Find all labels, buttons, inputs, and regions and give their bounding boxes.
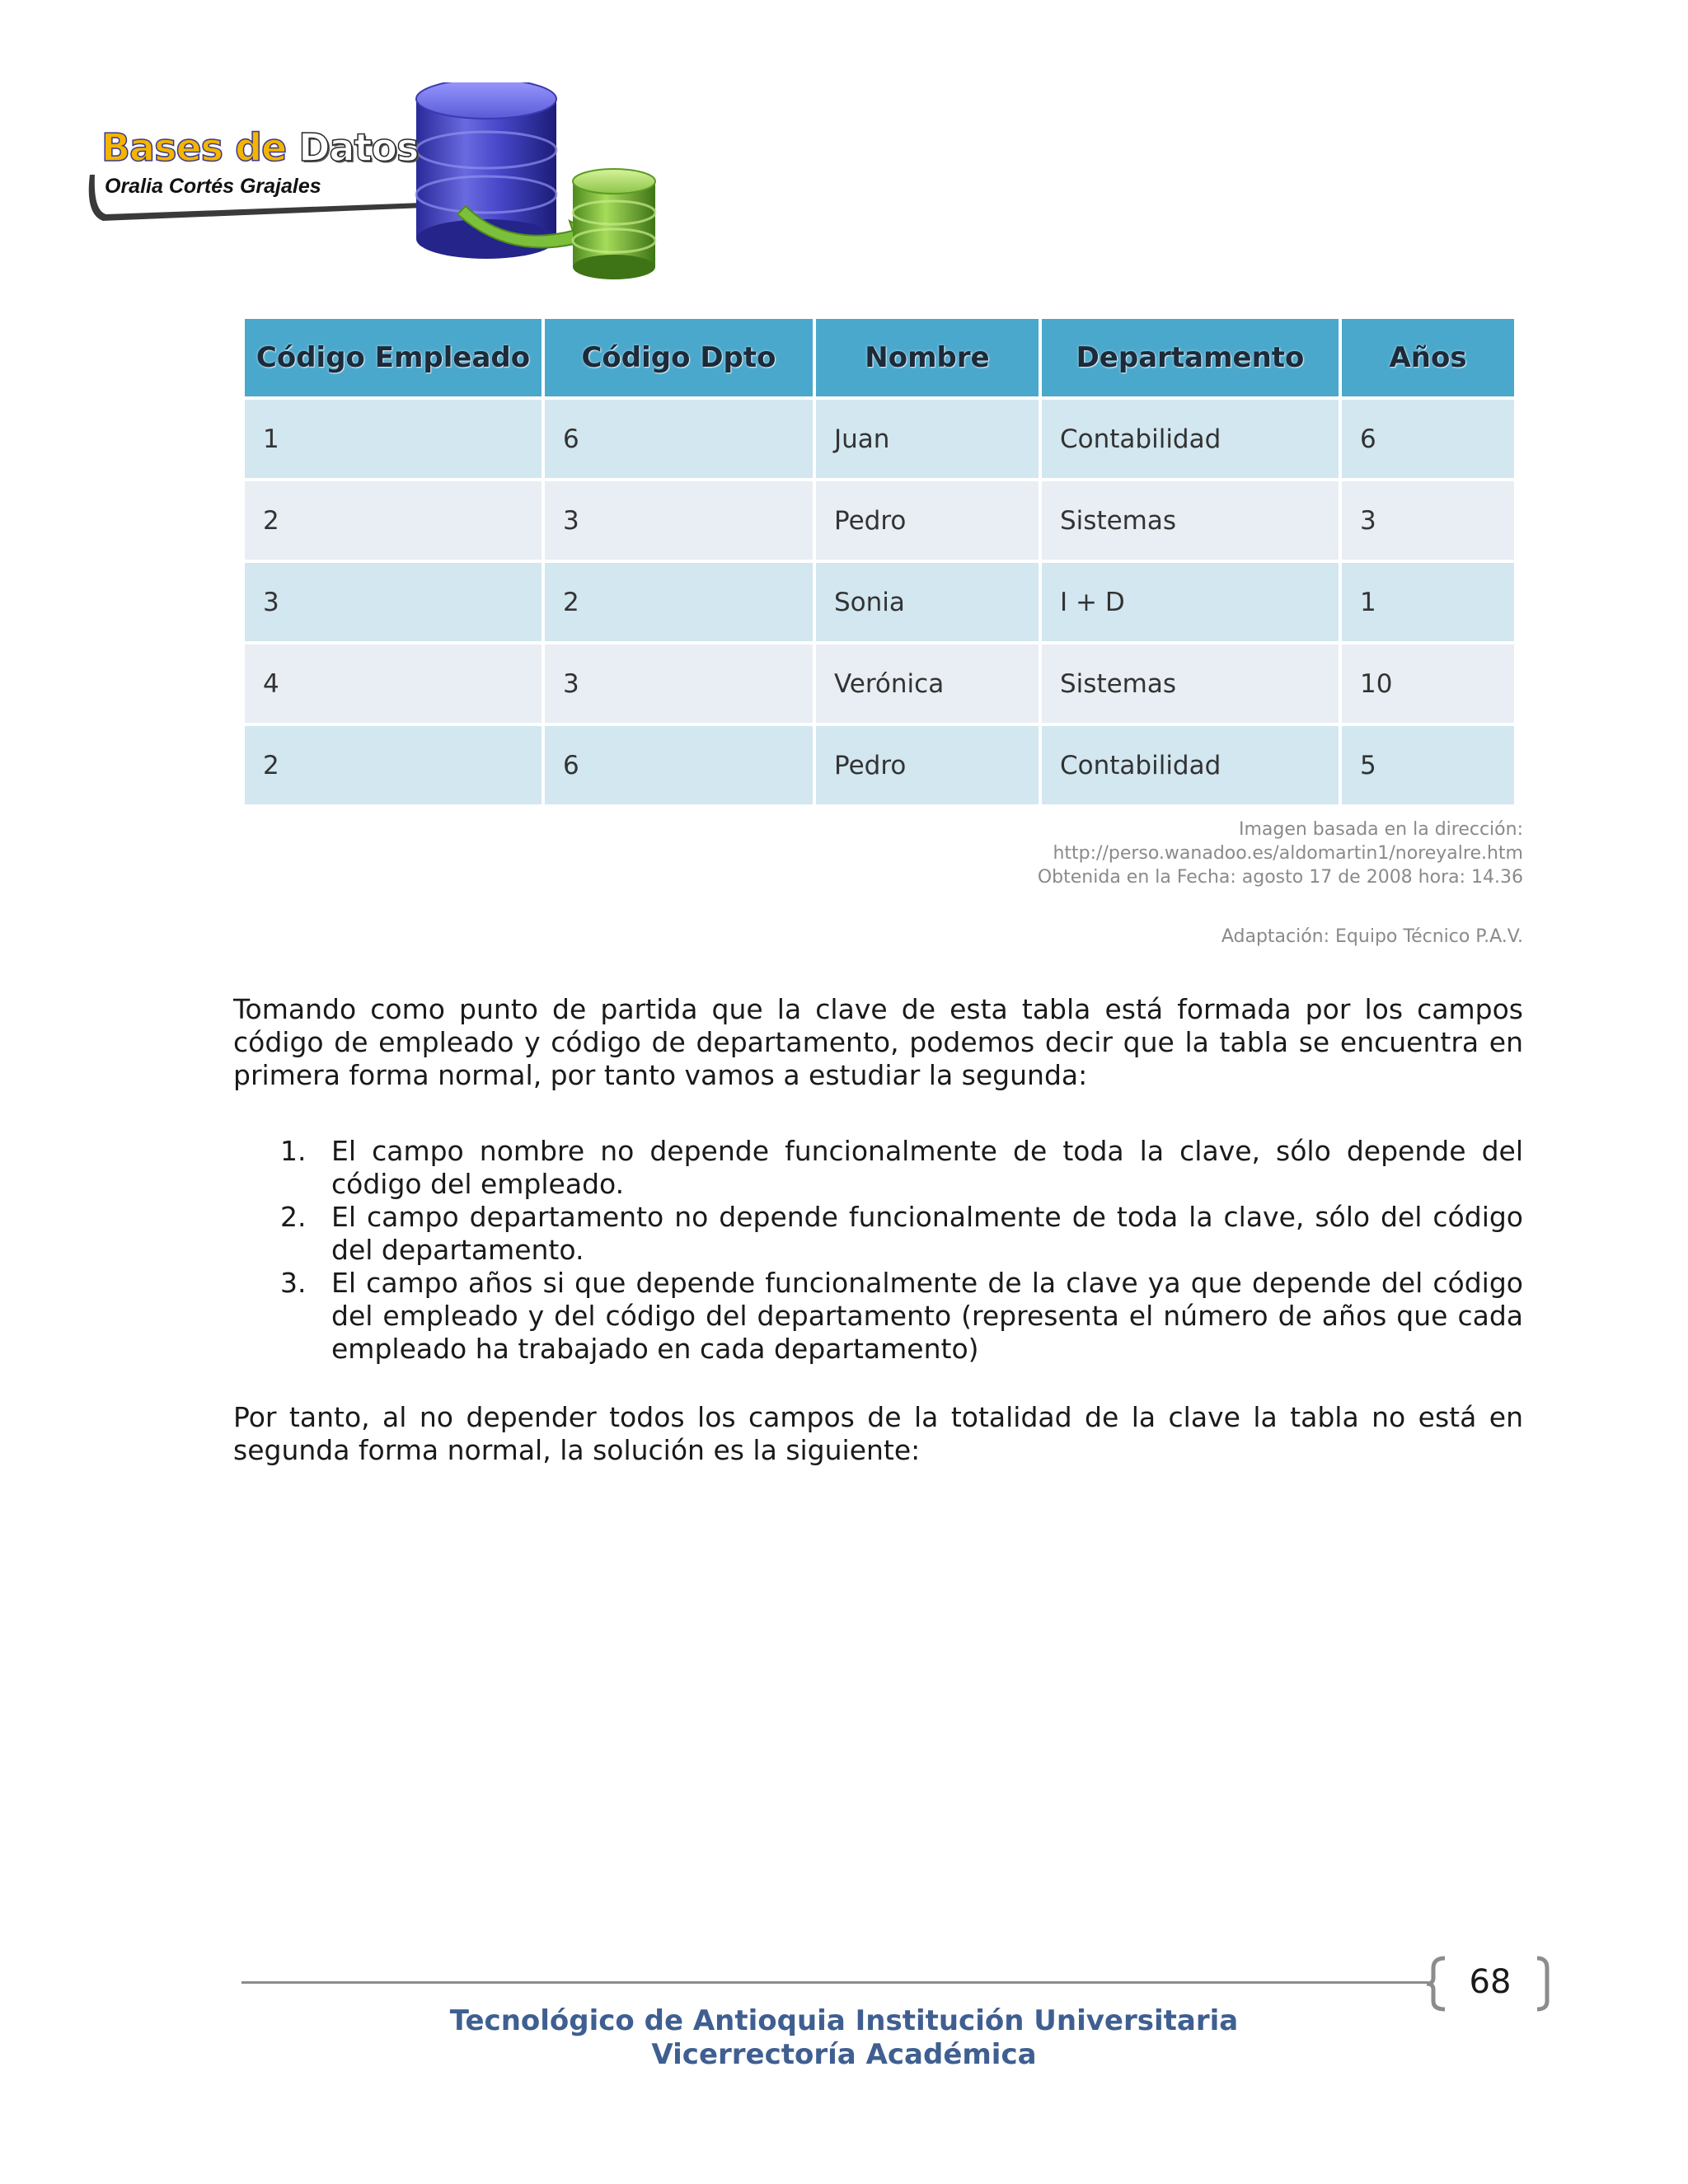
logo-author: Oralia Cortés Grajales [105, 175, 321, 198]
table-cell: 2 [245, 481, 542, 560]
column-header-departamento: Departamento [1042, 319, 1339, 396]
table-cell: 3 [545, 481, 813, 560]
adaptation-credit: Adaptación: Equipo Técnico P.A.V. [1221, 926, 1523, 947]
employee-table [241, 316, 1517, 808]
table-cell: Pedro [816, 481, 1039, 560]
table-cell: 3 [545, 644, 813, 723]
list-item-number: 1. [280, 1135, 307, 1167]
footer-divider [241, 1981, 1428, 1984]
table-cell: Sonia [816, 563, 1039, 641]
table-row [245, 400, 1514, 478]
list-item-text: El campo años si que depende funcionalmente de la clave ya que depende del código del empleado y del código del departamento (representa el número de años que cada empleado ha trabajado en cada departamento) [331, 1267, 1523, 1365]
table-cell: 2 [245, 726, 542, 804]
logo-word-bases: Bases de [101, 125, 287, 170]
page-number: 68 [1469, 1963, 1512, 2001]
caption-source-url: http://perso.wanadoo.es/aldomartin1/noreyalre.htm [1053, 843, 1523, 864]
table-row [245, 481, 1514, 560]
footer-department: Vicerrectoría Académica [651, 2038, 1037, 2071]
dependency-list [280, 1135, 1523, 1366]
list-item-number: 2. [280, 1201, 307, 1233]
table-cell: Contabilidad [1042, 400, 1339, 478]
list-item [280, 1267, 1523, 1366]
table-cell: Sistemas [1042, 644, 1339, 723]
table-cell: 6 [545, 400, 813, 478]
table-cell: I + D [1042, 563, 1339, 641]
list-item [280, 1201, 1523, 1267]
list-item [280, 1135, 1523, 1201]
table-row [245, 644, 1514, 723]
table-row [245, 726, 1514, 804]
table-cell: 6 [1342, 400, 1514, 478]
table-cell: 6 [545, 726, 813, 804]
column-header-codigo-empleado: Código Empleado [245, 319, 542, 396]
column-header-codigo-dpto: Código Dpto [545, 319, 813, 396]
table-cell: Verónica [816, 644, 1039, 723]
caption-date: Obtenida en la Fecha: agosto 17 de 2008 hora: 14.36 [1037, 867, 1523, 888]
table-cell: 3 [1342, 481, 1514, 560]
column-header-nombre: Nombre [816, 319, 1039, 396]
table-cell: 10 [1342, 644, 1514, 723]
table-cell: Contabilidad [1042, 726, 1339, 804]
caption-line-1: Imagen basada en la dirección: [1238, 819, 1523, 840]
table-cell: 1 [1342, 563, 1514, 641]
header-logo [78, 82, 672, 288]
logo-word-datos: Datos [298, 125, 419, 170]
table-row [245, 563, 1514, 641]
table-cell: Pedro [816, 726, 1039, 804]
list-item-number: 3. [280, 1267, 307, 1299]
conclusion-paragraph: Por tanto, al no depender todos los campos de la totalidad de la clave la tabla no está en segunda forma normal, la solución es la siguiente: [233, 1401, 1523, 1466]
list-item-text: El campo departamento no depende funcionalmente de toda la clave, sólo del código del departamento. [331, 1201, 1523, 1266]
logo-title [101, 125, 418, 170]
table-cell: Sistemas [1042, 481, 1339, 560]
table-cell: 2 [545, 563, 813, 641]
table-cell: 5 [1342, 726, 1514, 804]
list-item-text: El campo nombre no depende funcionalmente de toda la clave, sólo depende del código del empleado. [331, 1135, 1523, 1200]
table-header-row [245, 319, 1514, 396]
image-source-caption [1038, 818, 1523, 889]
table-cell: 3 [245, 563, 542, 641]
intro-paragraph: Tomando como punto de partida que la clave de esta tabla está formada por los campos código de empleado y código de departamento, podemos decir que la tabla se encuentra en primera forma normal, por tanto vamos a estudiar la segunda: [233, 993, 1523, 1091]
table-cell: 4 [245, 644, 542, 723]
footer-institution: Tecnológico de Antioquia Institución Universitaria [449, 2004, 1239, 2037]
table-cell: 1 [245, 400, 542, 478]
table-cell: Juan [816, 400, 1039, 478]
column-header-anos: Años [1342, 319, 1514, 396]
